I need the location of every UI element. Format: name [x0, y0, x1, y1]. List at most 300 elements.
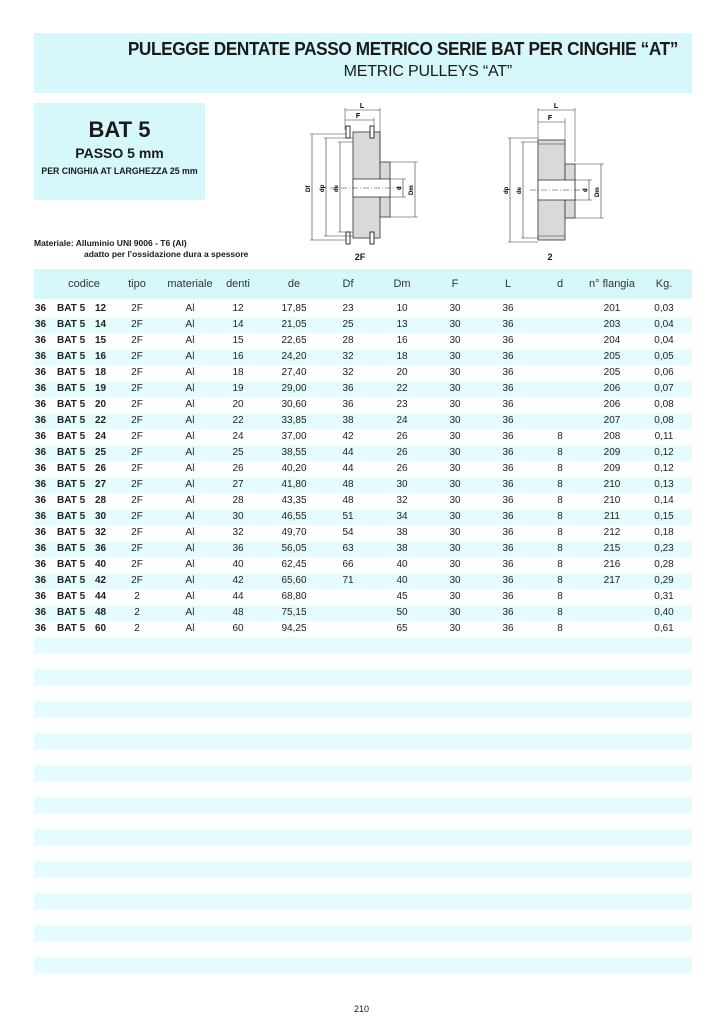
cell-de: 38,55 — [281, 447, 307, 458]
cell-codice — [35, 607, 106, 619]
code-series: BAT 5 — [57, 559, 86, 570]
cell-df: 48 — [342, 479, 354, 490]
dim-f-label: F — [355, 113, 361, 120]
cell-dm: 16 — [396, 335, 408, 346]
code-size: 24 — [95, 431, 107, 442]
cell-df: 38 — [342, 415, 354, 426]
column-header: tipo — [128, 278, 146, 290]
empty-table-row — [34, 765, 692, 781]
empty-table-row — [34, 637, 692, 653]
cell-f: 30 — [449, 351, 461, 362]
column-header: Df — [342, 278, 354, 290]
cell-df: 32 — [342, 367, 354, 378]
cell-d: 8 — [557, 591, 563, 602]
cell-l: 36 — [502, 495, 514, 506]
table-row — [34, 365, 692, 381]
code-prefix: 36 — [35, 575, 47, 586]
cell-d: 8 — [557, 463, 563, 474]
column-header: denti — [226, 278, 250, 290]
cell-df: 48 — [342, 495, 354, 506]
cell-kg: 0,07 — [654, 383, 674, 394]
cell-flangia: 206 — [603, 383, 621, 394]
cell-kg: 0,08 — [654, 415, 674, 426]
cell-de: 75,15 — [281, 607, 307, 618]
pulley-2-diagram — [490, 100, 620, 260]
table-row — [34, 541, 692, 557]
code-prefix: 36 — [35, 383, 47, 394]
cell-materiale: Al — [185, 447, 195, 458]
dim-d-label: d — [583, 188, 589, 192]
cell-f: 30 — [449, 559, 461, 570]
code-prefix: 36 — [35, 431, 47, 442]
code-size: 42 — [95, 575, 107, 586]
code-prefix: 36 — [35, 399, 47, 410]
column-header: L — [504, 278, 512, 290]
cell-de: 65,60 — [281, 575, 307, 586]
drawing-label-2f: 2F — [354, 252, 366, 262]
cell-tipo: 2F — [131, 463, 143, 474]
cell-flangia: 207 — [603, 415, 621, 426]
code-prefix: 36 — [35, 415, 47, 426]
cell-codice — [35, 543, 106, 555]
cell-l: 36 — [502, 319, 514, 330]
cell-tipo: 2F — [131, 399, 143, 410]
cell-flangia: 208 — [603, 431, 621, 442]
cell-kg: 0,40 — [654, 607, 674, 618]
cell-l: 36 — [502, 527, 514, 538]
code-size: 16 — [95, 351, 107, 362]
drawing-type-2 — [490, 100, 620, 260]
code-size: 44 — [95, 591, 107, 602]
cell-tipo: 2 — [134, 591, 140, 602]
cell-denti: 60 — [232, 623, 244, 634]
empty-table-row — [34, 669, 692, 685]
code-size: 14 — [95, 319, 107, 330]
code-prefix: 36 — [35, 367, 47, 378]
cell-f: 30 — [449, 335, 461, 346]
cell-df: 63 — [342, 543, 354, 554]
cell-dm: 26 — [396, 463, 408, 474]
cell-tipo: 2F — [131, 351, 143, 362]
cell-denti: 15 — [232, 335, 244, 346]
cell-materiale: Al — [185, 495, 195, 506]
cell-materiale: Al — [185, 623, 195, 634]
column-header: d — [556, 278, 564, 290]
code-size: 48 — [95, 607, 107, 618]
cell-l: 36 — [502, 335, 514, 346]
table-row — [34, 461, 692, 477]
dim-dm-label: Dm — [409, 185, 415, 195]
code-size: 27 — [95, 479, 107, 490]
cell-kg: 0,15 — [654, 511, 674, 522]
cell-de: 21,05 — [281, 319, 307, 330]
code-prefix: 36 — [35, 351, 47, 362]
cell-f: 30 — [449, 303, 461, 314]
page-number: 210 — [353, 1004, 370, 1014]
cell-tipo: 2F — [131, 527, 143, 538]
dim-df-label: Df — [306, 185, 312, 192]
code-series: BAT 5 — [57, 607, 86, 618]
column-header: materiale — [167, 278, 213, 290]
product-pitch: PASSO 5 mm — [75, 145, 164, 161]
cell-materiale: Al — [185, 559, 195, 570]
flange-top-left — [346, 126, 350, 138]
cell-de: 40,20 — [281, 463, 307, 474]
cell-denti: 26 — [232, 463, 244, 474]
table-row — [34, 413, 692, 429]
cell-dm: 45 — [396, 591, 408, 602]
code-size: 30 — [95, 511, 107, 522]
code-size: 26 — [95, 463, 107, 474]
cell-denti: 30 — [232, 511, 244, 522]
table-row — [34, 605, 692, 621]
column-header: Dm — [393, 278, 411, 290]
cell-d: 8 — [557, 575, 563, 586]
product-info-box — [34, 103, 205, 200]
product-belt-width: PER CINGHIA AT LARGHEZZA 25 mm — [41, 166, 198, 177]
cell-f: 30 — [449, 415, 461, 426]
cell-codice — [35, 319, 106, 331]
cell-de: 49,70 — [281, 527, 307, 538]
dim-de-label: de — [334, 184, 340, 192]
product-model: BAT 5 — [88, 117, 151, 142]
cell-l: 36 — [502, 431, 514, 442]
cell-kg: 0,04 — [654, 319, 674, 330]
code-series: BAT 5 — [57, 319, 86, 330]
cell-kg: 0,61 — [654, 623, 674, 634]
cell-l: 36 — [502, 303, 514, 314]
code-prefix: 36 — [35, 511, 47, 522]
cell-denti: 16 — [232, 351, 244, 362]
cell-tipo: 2F — [131, 543, 143, 554]
cell-df: 51 — [342, 511, 354, 522]
cell-flangia: 210 — [603, 479, 621, 490]
cell-l: 36 — [502, 447, 514, 458]
cell-flangia: 212 — [603, 527, 621, 538]
code-prefix: 36 — [35, 623, 47, 634]
table-row — [34, 445, 692, 461]
cell-tipo: 2F — [131, 447, 143, 458]
cell-kg: 0,12 — [654, 447, 674, 458]
cell-l: 36 — [502, 415, 514, 426]
code-size: 40 — [95, 559, 107, 570]
cell-de: 24,20 — [281, 351, 307, 362]
code-series: BAT 5 — [57, 463, 86, 474]
cell-codice — [35, 399, 106, 411]
cell-denti: 24 — [232, 431, 244, 442]
cell-de: 43,35 — [281, 495, 307, 506]
cell-flangia: 217 — [603, 575, 621, 586]
cell-df: 42 — [342, 431, 354, 442]
cell-materiale: Al — [185, 591, 195, 602]
cell-dm: 65 — [396, 623, 408, 634]
cell-flangia: 210 — [603, 495, 621, 506]
code-size: 22 — [95, 415, 107, 426]
cell-l: 36 — [502, 559, 514, 570]
cell-flangia: 211 — [604, 511, 620, 522]
cell-df: 71 — [342, 575, 354, 586]
cell-denti: 19 — [232, 383, 244, 394]
cell-dm: 40 — [396, 559, 408, 570]
cell-codice — [35, 335, 106, 347]
column-header: codice — [68, 278, 100, 290]
drawing-type-2f — [290, 100, 430, 260]
code-series: BAT 5 — [57, 351, 86, 362]
cell-codice — [35, 527, 106, 539]
cell-dm: 38 — [396, 527, 408, 538]
column-header: n° flangia — [589, 278, 635, 290]
flange-bottom-left — [346, 232, 350, 244]
table-row — [34, 509, 692, 525]
code-prefix: 36 — [35, 479, 47, 490]
code-series: BAT 5 — [57, 543, 86, 554]
cell-f: 30 — [449, 367, 461, 378]
cell-l: 36 — [502, 399, 514, 410]
cell-tipo: 2F — [131, 367, 143, 378]
code-prefix: 36 — [35, 495, 47, 506]
pulley-2f-diagram — [290, 100, 430, 260]
code-series: BAT 5 — [57, 511, 86, 522]
cell-materiale: Al — [185, 351, 195, 362]
cell-df: 66 — [342, 559, 354, 570]
column-header: F — [451, 278, 459, 290]
cell-codice — [35, 367, 106, 379]
cell-df: 32 — [342, 351, 354, 362]
code-size: 19 — [95, 383, 107, 394]
cell-dm: 26 — [396, 431, 408, 442]
table-row — [34, 429, 692, 445]
cell-kg: 0,31 — [654, 591, 674, 602]
page-subtitle: METRIC PULLEYS “AT” — [343, 63, 512, 80]
cell-codice — [35, 415, 106, 427]
cell-df: 44 — [342, 463, 354, 474]
cell-kg: 0,13 — [654, 479, 674, 490]
cell-codice — [35, 591, 106, 603]
flange-bottom-right — [370, 232, 374, 244]
code-prefix: 36 — [35, 303, 47, 314]
table-row — [34, 525, 692, 541]
cell-tipo: 2F — [131, 319, 143, 330]
title-band — [34, 33, 692, 93]
cell-tipo: 2F — [131, 495, 143, 506]
cell-denti: 48 — [232, 607, 244, 618]
cell-dm: 24 — [396, 415, 408, 426]
cell-materiale: Al — [185, 431, 195, 442]
code-series: BAT 5 — [57, 303, 86, 314]
code-series: BAT 5 — [57, 591, 86, 602]
code-series: BAT 5 — [57, 431, 86, 442]
cell-denti: 36 — [232, 543, 244, 554]
cell-materiale: Al — [185, 463, 195, 474]
cell-flangia: 209 — [603, 463, 621, 474]
table-row — [34, 301, 692, 317]
cell-denti: 12 — [232, 303, 244, 314]
cell-f: 30 — [449, 495, 461, 506]
cell-flangia: 205 — [603, 351, 621, 362]
code-size: 60 — [95, 623, 107, 634]
cell-kg: 0,28 — [654, 559, 674, 570]
empty-table-row — [34, 829, 692, 845]
cell-f: 30 — [449, 511, 461, 522]
material-line-1: Materiale: Alluminio UNI 9006 - T6 (Al) — [34, 238, 187, 248]
cell-l: 36 — [502, 367, 514, 378]
cell-d: 8 — [557, 447, 563, 458]
code-series: BAT 5 — [57, 527, 86, 538]
cell-d: 8 — [557, 495, 563, 506]
table-row — [34, 317, 692, 333]
empty-table-row — [34, 733, 692, 749]
cell-df: 25 — [342, 319, 354, 330]
cell-f: 30 — [449, 431, 461, 442]
cell-dm: 38 — [396, 543, 408, 554]
cell-l: 36 — [502, 591, 514, 602]
cell-codice — [35, 559, 106, 571]
cell-denti: 27 — [232, 479, 244, 490]
cell-kg: 0,29 — [654, 575, 674, 586]
cell-codice — [35, 623, 106, 635]
cell-flangia: 204 — [603, 335, 621, 346]
cell-denti: 42 — [232, 575, 244, 586]
cell-tipo: 2F — [131, 335, 143, 346]
cell-l: 36 — [502, 607, 514, 618]
flange-top-right — [370, 126, 374, 138]
table-row — [34, 333, 692, 349]
empty-table-row — [34, 797, 692, 813]
code-prefix: 36 — [35, 463, 47, 474]
cell-l: 36 — [502, 351, 514, 362]
cell-denti: 32 — [232, 527, 244, 538]
drawing-label-2: 2 — [547, 252, 553, 262]
code-series: BAT 5 — [57, 335, 86, 346]
cell-de: 41,80 — [281, 479, 307, 490]
cell-f: 30 — [449, 447, 461, 458]
cell-materiale: Al — [185, 575, 195, 586]
code-size: 20 — [95, 399, 107, 410]
cell-dm: 26 — [396, 447, 408, 458]
page-title: PULEGGE DENTATE PASSO METRICO SERIE BAT PER CINGHIE “AT” — [127, 38, 679, 59]
cell-df: 44 — [342, 447, 354, 458]
cell-dm: 34 — [396, 511, 408, 522]
cell-dm: 30 — [396, 479, 408, 490]
code-series: BAT 5 — [57, 399, 86, 410]
empty-table-row — [34, 925, 692, 941]
cell-d: 8 — [557, 623, 563, 634]
code-prefix: 36 — [35, 591, 47, 602]
cell-kg: 0,03 — [654, 303, 674, 314]
cell-codice — [35, 351, 106, 363]
cell-flangia: 209 — [603, 447, 621, 458]
dim-l-label: L — [553, 103, 559, 110]
cell-materiale: Al — [185, 335, 195, 346]
cell-tipo: 2 — [134, 607, 140, 618]
table-row — [34, 621, 692, 637]
cell-df: 28 — [342, 335, 354, 346]
cell-tipo: 2 — [134, 623, 140, 634]
cell-de: 56,05 — [281, 543, 307, 554]
cell-d: 8 — [557, 543, 563, 554]
code-series: BAT 5 — [57, 623, 86, 634]
cell-denti: 25 — [232, 447, 244, 458]
dim-de-label: de — [517, 186, 523, 194]
table-row — [34, 589, 692, 605]
dim-d-label: d — [397, 186, 403, 190]
cell-flangia: 216 — [603, 559, 621, 570]
cell-denti: 22 — [232, 415, 244, 426]
cell-f: 30 — [449, 383, 461, 394]
cell-materiale: Al — [185, 303, 195, 314]
code-series: BAT 5 — [57, 575, 86, 586]
cell-materiale: Al — [185, 415, 195, 426]
cell-de: 68,80 — [281, 591, 307, 602]
cell-d: 8 — [557, 479, 563, 490]
cell-materiale: Al — [185, 319, 195, 330]
cell-f: 30 — [449, 591, 461, 602]
cell-de: 62,45 — [281, 559, 307, 570]
code-prefix: 36 — [35, 335, 47, 346]
cell-tipo: 2F — [131, 559, 143, 570]
cell-de: 46,55 — [281, 511, 307, 522]
cell-kg: 0,11 — [654, 431, 674, 442]
cell-tipo: 2F — [131, 511, 143, 522]
cell-codice — [35, 479, 106, 491]
cell-dm: 23 — [396, 399, 408, 410]
dim-dm-label: Dm — [595, 187, 601, 197]
cell-kg: 0,06 — [654, 367, 674, 378]
table-row — [34, 493, 692, 509]
cell-l: 36 — [502, 463, 514, 474]
code-size: 32 — [95, 527, 107, 538]
code-series: BAT 5 — [57, 383, 86, 394]
cell-de: 27,40 — [281, 367, 307, 378]
cell-denti: 40 — [232, 559, 244, 570]
code-prefix: 36 — [35, 319, 47, 330]
cell-denti: 18 — [232, 367, 244, 378]
cell-tipo: 2F — [131, 303, 143, 314]
code-series: BAT 5 — [57, 495, 86, 506]
code-size: 15 — [95, 335, 107, 346]
dim-f-label: F — [547, 115, 553, 122]
cell-flangia: 206 — [603, 399, 621, 410]
cell-l: 36 — [502, 511, 514, 522]
cell-materiale: Al — [185, 543, 195, 554]
cell-d: 8 — [557, 527, 563, 538]
code-prefix: 36 — [35, 447, 47, 458]
cell-df: 54 — [342, 527, 354, 538]
column-header: Kg. — [655, 278, 673, 290]
cell-flangia: 201 — [603, 303, 621, 314]
cell-d: 8 — [557, 607, 563, 618]
cell-dm: 20 — [396, 367, 408, 378]
cell-codice — [35, 383, 106, 395]
code-size: 12 — [95, 303, 107, 314]
code-size: 36 — [95, 543, 107, 554]
code-size: 18 — [95, 367, 107, 378]
cell-tipo: 2F — [131, 383, 143, 394]
cell-de: 37,00 — [281, 431, 307, 442]
code-size: 25 — [95, 447, 107, 458]
cell-l: 36 — [502, 479, 514, 490]
cell-tipo: 2F — [131, 575, 143, 586]
cell-denti: 14 — [232, 319, 244, 330]
cell-l: 36 — [502, 543, 514, 554]
empty-table-row — [34, 893, 692, 909]
cell-f: 30 — [449, 607, 461, 618]
cell-dm: 40 — [396, 575, 408, 586]
table-row — [34, 573, 692, 589]
code-size: 28 — [95, 495, 107, 506]
cell-f: 30 — [449, 463, 461, 474]
cell-codice — [35, 431, 106, 443]
